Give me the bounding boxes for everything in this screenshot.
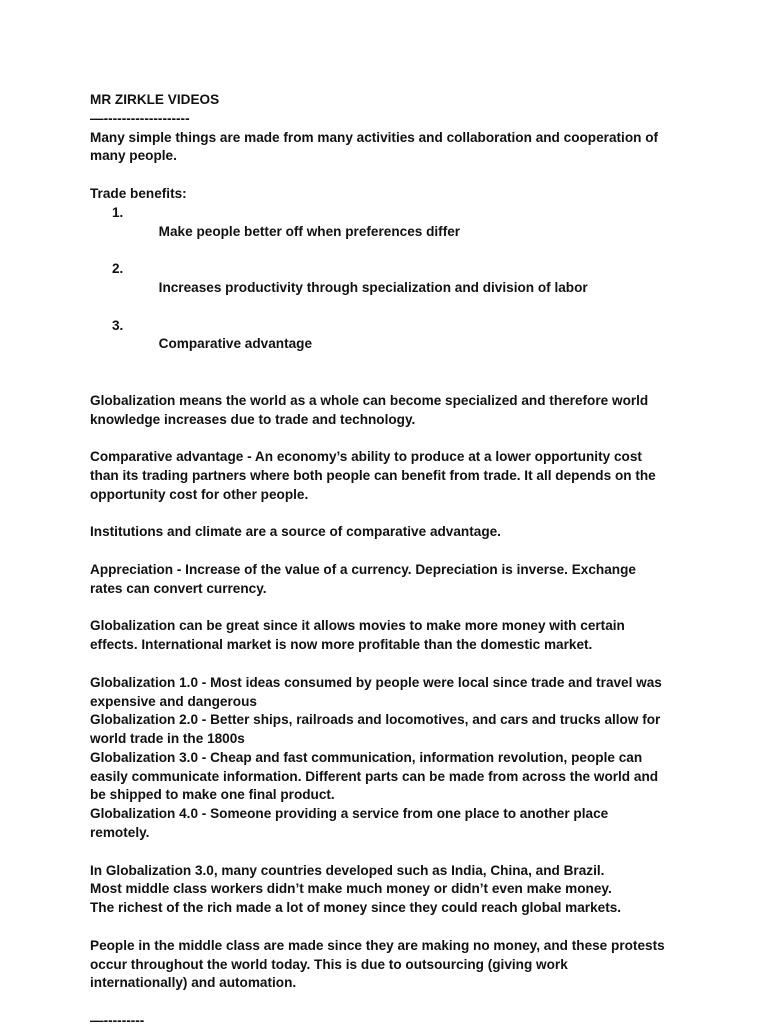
- paragraph-line: than its trading partners where both people can benefit from trade. It all depends on the: [90, 467, 656, 483]
- paragraph-line: Globalization can be great since it allows movies to make more money with certain: [90, 618, 625, 634]
- comparative-advantage-definition: [90, 448, 690, 504]
- paragraph-line: In Globalization 3.0, many countries developed such as India, China, and Brazil.: [90, 862, 605, 878]
- trade-benefits-heading: Trade benefits:: [90, 185, 187, 201]
- list-item-number: 3.: [112, 317, 124, 333]
- paragraph-line: Globalization 1.0 - Most ideas consumed by people were local since trade and travel was: [90, 674, 662, 690]
- globalization-eras: [90, 674, 690, 843]
- paragraph-line: occur throughout the world today. This is due to outsourcing (giving work: [90, 956, 568, 972]
- middle-class-paragraph: [90, 937, 690, 993]
- paragraph-line: rates can convert currency.: [90, 580, 267, 596]
- document-page: [90, 91, 690, 1031]
- list-item-text: Comparative advantage: [158, 336, 313, 352]
- list-item-text: Make people better off when preferences differ: [158, 223, 461, 239]
- paragraph-line: People in the middle class are made since they are making no money, and these protests: [90, 937, 665, 953]
- institutions-paragraph: Institutions and climate are a source of comparative advantage.: [90, 524, 501, 540]
- list-item: [90, 204, 690, 260]
- paragraph-line: opportunity cost for other people.: [90, 486, 309, 502]
- list-item-number: 1.: [112, 204, 124, 220]
- divider-bottom: —---------: [90, 1013, 145, 1029]
- paragraph-line: effects. International market is now more profitable than the domestic market.: [90, 637, 593, 653]
- list-item-text: Increases productivity through specialization and division of labor: [158, 279, 588, 295]
- paragraph-line: Most middle class workers didn’t make much money or didn’t even make money.: [90, 881, 612, 897]
- list-item: [90, 260, 690, 316]
- globalization-3-notes: [90, 862, 690, 918]
- paragraph-line: remotely.: [90, 825, 150, 841]
- intro-line: Many simple things are made from many activities and collaboration and cooperation of: [90, 129, 659, 145]
- paragraph-line: knowledge increases due to trade and technology.: [90, 411, 416, 427]
- paragraph-line: internationally) and automation.: [90, 975, 297, 991]
- paragraph-line: be shipped to make one final product.: [90, 787, 335, 803]
- globalization-definition: [90, 392, 690, 430]
- intro-paragraph: [90, 129, 690, 167]
- appreciation-paragraph: [90, 561, 690, 599]
- paragraph-line: Globalization 4.0 - Someone providing a service from one place to another place: [90, 806, 609, 822]
- paragraph-line: world trade in the 1800s: [90, 731, 245, 747]
- trade-benefits-list: [90, 204, 690, 373]
- paragraph-line: The richest of the rich made a lot of money since they could reach global markets.: [90, 900, 622, 916]
- paragraph-line: easily communicate information. Different parts can be made from across the world and: [90, 768, 659, 784]
- paragraph-line: expensive and dangerous: [90, 693, 257, 709]
- document-title: MR ZIRKLE VIDEOS: [90, 92, 220, 107]
- list-item-number: 2.: [112, 261, 124, 277]
- paragraph-line: Appreciation - Increase of the value of a currency. Depreciation is inverse. Exchange: [90, 561, 636, 577]
- paragraph-line: Comparative advantage - An economy’s ability to produce at a lower opportunity cost: [90, 449, 642, 465]
- paragraph-line: Globalization means the world as a whole can become specialized and therefore world: [90, 392, 649, 408]
- divider-top: —-------------------: [90, 110, 190, 126]
- paragraph-line: Globalization 2.0 - Better ships, railroads and locomotives, and cars and trucks allow for: [90, 712, 661, 728]
- movies-paragraph: [90, 617, 690, 655]
- list-item: [90, 317, 690, 373]
- intro-line: many people.: [90, 148, 177, 164]
- paragraph-line: Globalization 3.0 - Cheap and fast communication, information revolution, people can: [90, 749, 643, 765]
